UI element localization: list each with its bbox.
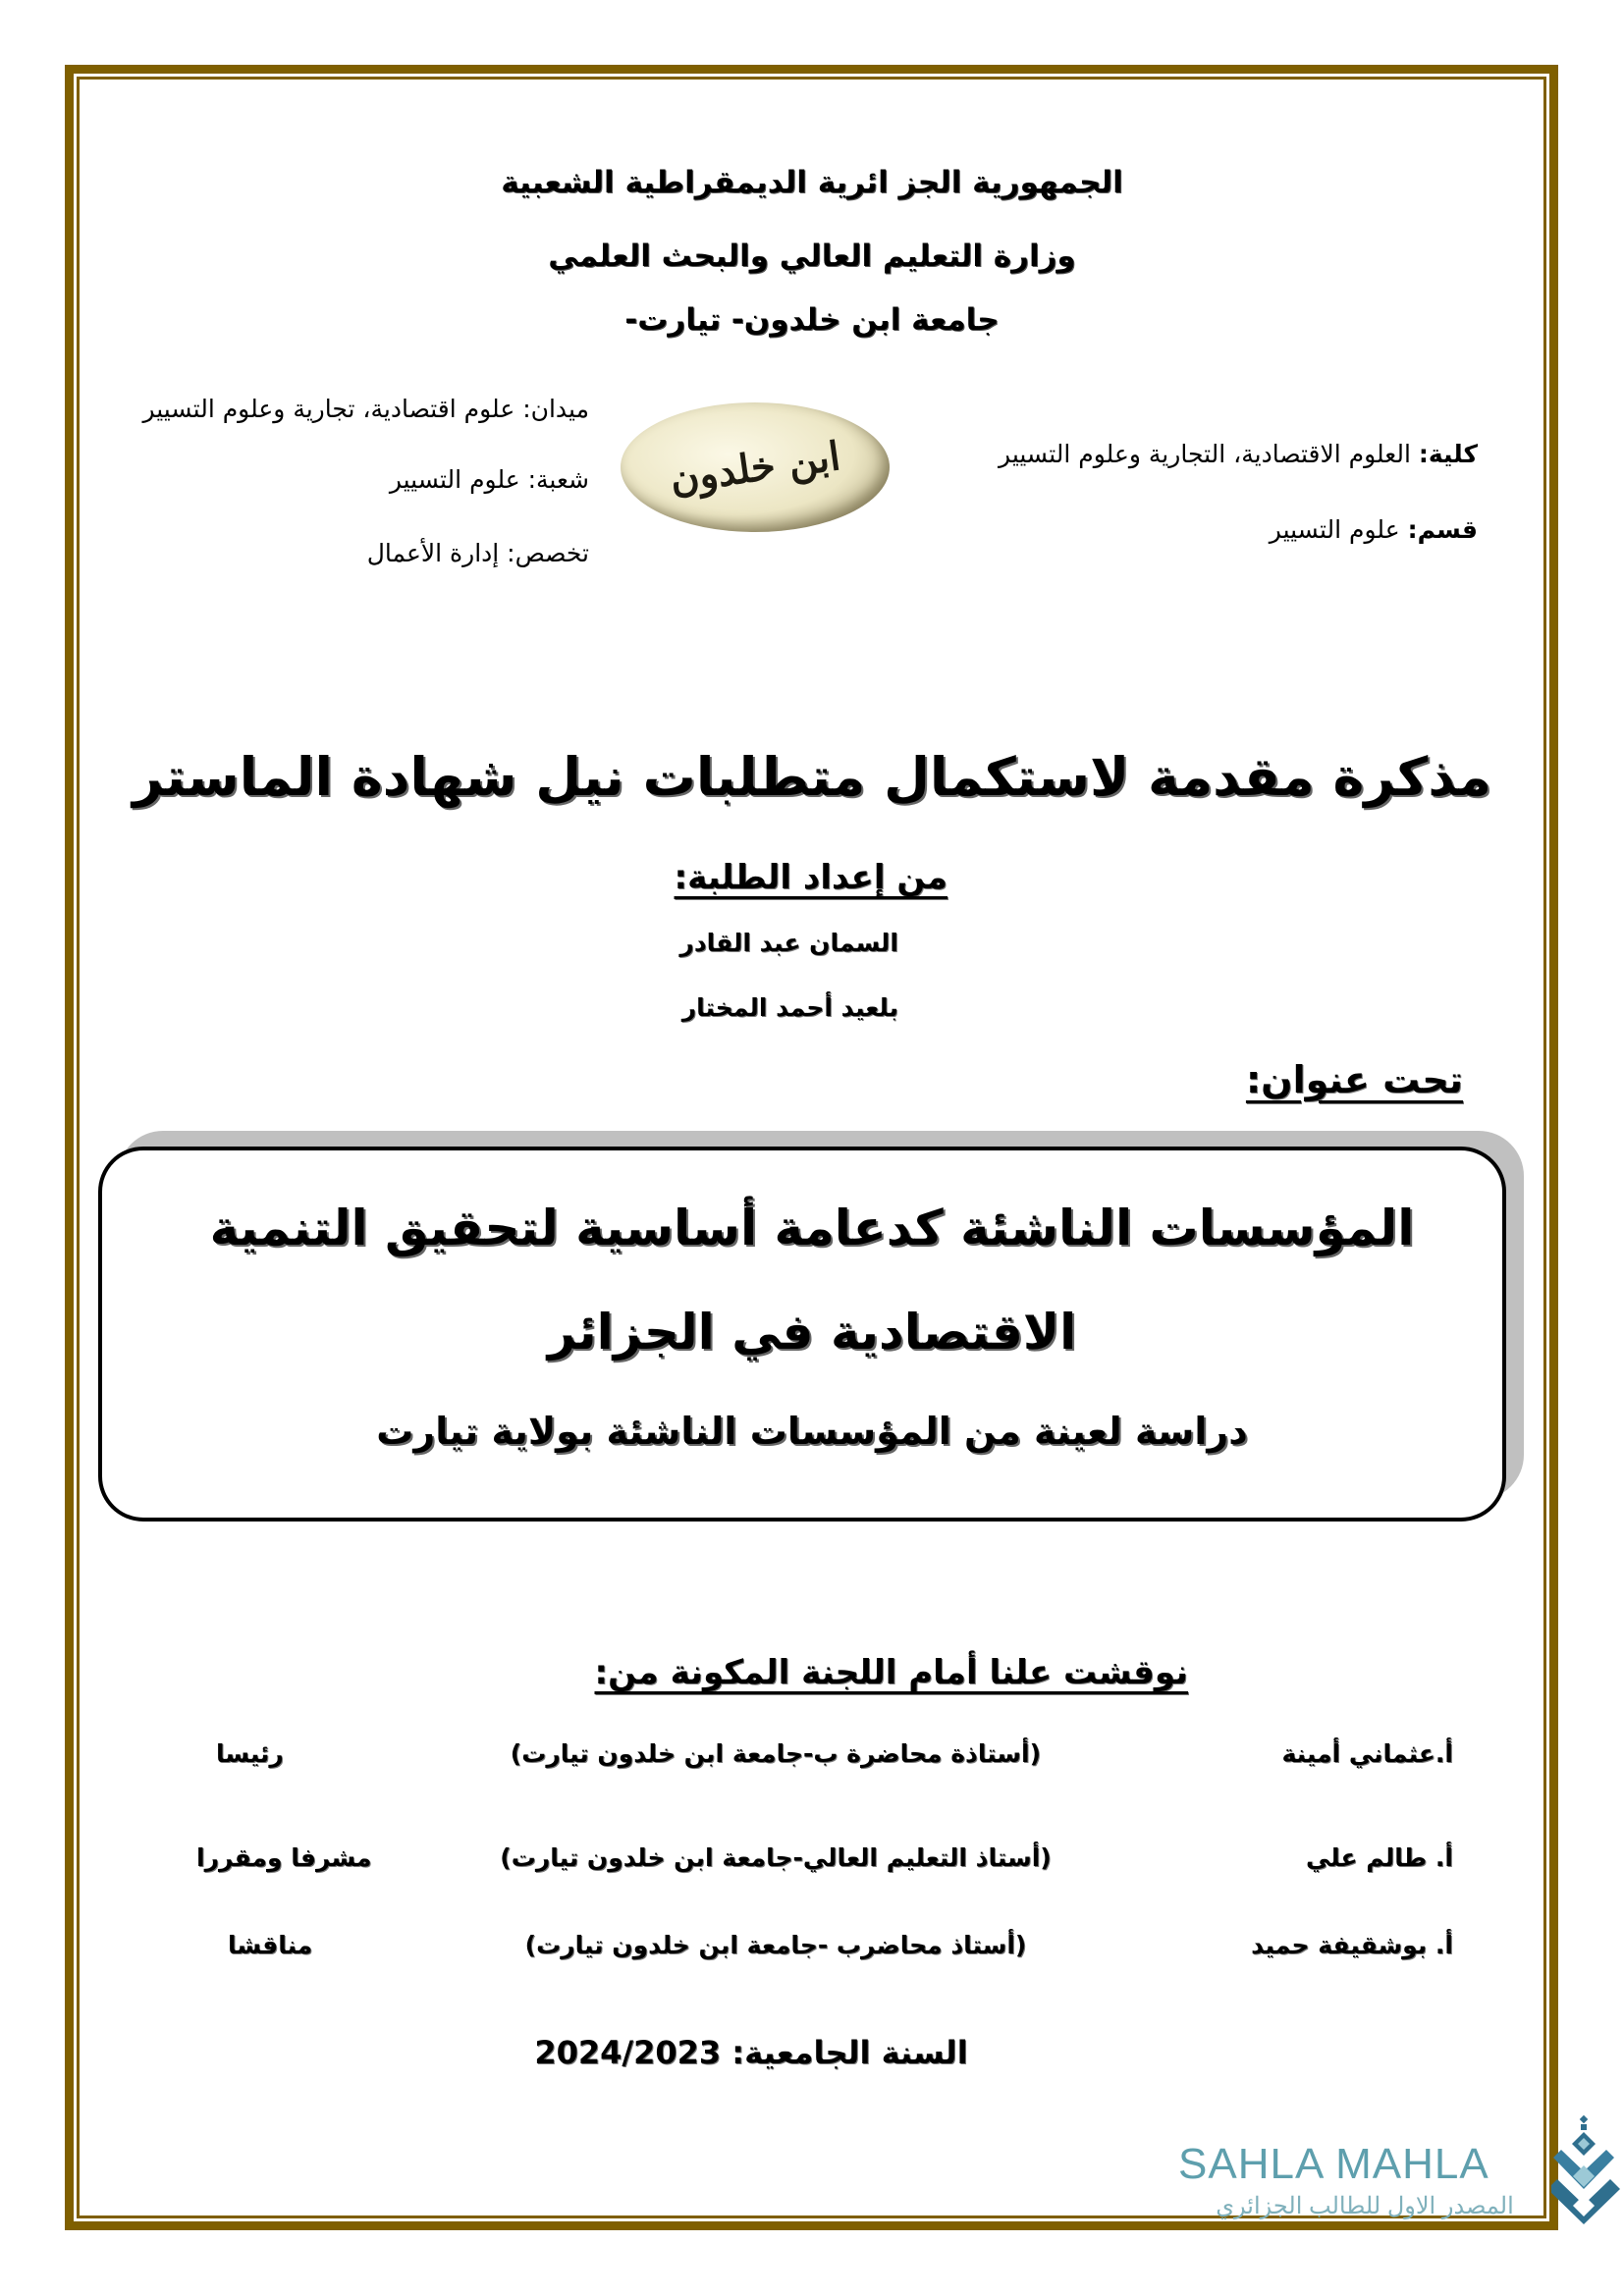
faculty-line [999, 440, 1478, 468]
faculty-label: كلية: [1418, 440, 1478, 468]
sahla-mahla-logo-icon [1551, 2110, 1622, 2228]
thesis-heading: تحت عنوان: [1245, 1058, 1463, 1101]
field-line [142, 395, 589, 423]
committee-member-3-affiliation: (أستاذ محاضرب -جامعة ابن خلدون تيارت) [524, 1931, 1027, 1959]
committee-member-2-role: مشرفا ومقررا [196, 1843, 372, 1872]
header-university: جامعة ابن خلدون- تيارت- [624, 302, 1000, 338]
students-heading: من إعداد الطلبة: [674, 858, 947, 897]
field-value: علوم اقتصادية، تجارية وعلوم التسيير [142, 395, 515, 423]
specialty-label: تخصص: [507, 539, 589, 567]
committee-member-3-name: أ. بوشقيفة حميد [1251, 1931, 1453, 1959]
thesis-subtitle: دراسة لعينة من المؤسسات الناشئة بولاية تيارت [376, 1410, 1248, 1453]
department-value: علوم التسيير [1269, 515, 1400, 544]
branch-value: علوم التسيير [389, 465, 520, 494]
branch-line [390, 465, 589, 494]
faculty-value: العلوم الاقتصادية، التجارية وعلوم التسيير [999, 440, 1411, 468]
header-republic: الجمهورية الجز ائرية الديمقراطية الشعبية [501, 165, 1123, 200]
committee-heading: نوقشت علنا أمام اللجنة المكونة من: [594, 1653, 1188, 1692]
committee-member-3-role: مناقشا [228, 1931, 313, 1959]
student-name-2: بلعيد أحمد المختار [681, 993, 898, 1022]
watermark-brand: SAHLA MAHLA [1178, 2140, 1489, 2188]
department-line [1270, 515, 1478, 544]
specialty-line [367, 539, 589, 567]
academic-year: السنة الجامعية: 2024/2023 [534, 2034, 968, 2071]
committee-member-2-affiliation: (أستاذ التعليم العالي-جامعة ابن خلدون تيارت) [500, 1843, 1052, 1872]
student-name-1: السمان عبد القادر [679, 929, 898, 957]
memo-title: مذكرة مقدمة لاستكمال متطلبات نيل شهادة الماستر [133, 746, 1491, 808]
logo-calligraphy: ابن خلدون [667, 432, 843, 503]
committee-member-1-role: رئيسا [216, 1739, 284, 1768]
committee-member-2-name: أ. طالم علي [1306, 1843, 1453, 1872]
committee-member-1-affiliation: (أستاذة محاضرة ب-جامعة ابن خلدون تيارت) [510, 1739, 1041, 1768]
thesis-title-line-1: المؤسسات الناشئة كدعامة أساسية لتحقيق التنمية [209, 1200, 1415, 1256]
field-label: ميدان: [522, 395, 589, 423]
header-ministry: وزارة التعليم العالي والبحث العلمي [548, 239, 1076, 274]
thesis-title-line-2: الاقتصادية في الجزائر [547, 1304, 1077, 1361]
department-label: قسم: [1407, 515, 1478, 544]
specialty-value: إدارة الأعمال [366, 539, 500, 567]
branch-label: شعبة: [527, 465, 589, 494]
university-seal-icon [621, 402, 890, 532]
watermark-tagline: المصدر الاول للطالب الجزائري [1216, 2193, 1514, 2219]
committee-member-1-name: أ.عثماني أمينة [1281, 1739, 1453, 1768]
